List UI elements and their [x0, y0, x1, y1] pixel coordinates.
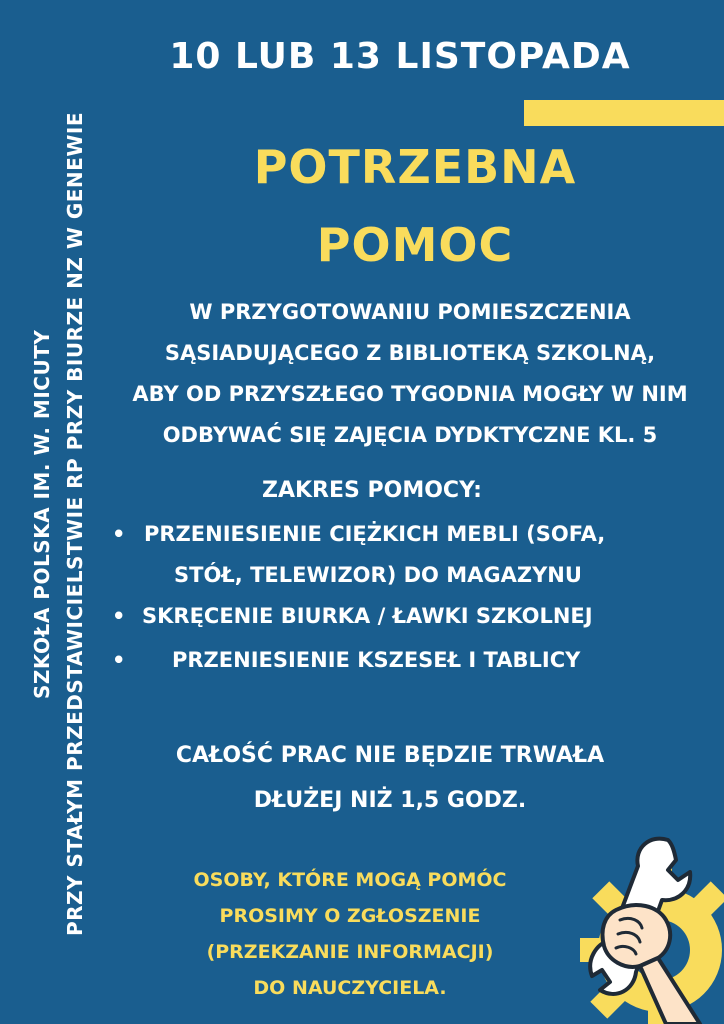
school-name: SZKOŁA POLSKA IM. W. MICUTY — [30, 329, 54, 699]
description — [110, 292, 710, 456]
headline-line-2: POMOC — [316, 218, 514, 272]
bullet: • — [112, 604, 126, 628]
accent-bar — [524, 100, 724, 126]
event-date: 10 LUB 13 LISTOPADA — [169, 36, 631, 77]
contact-line: DO NAUCZYCIELA. — [253, 977, 447, 999]
contact-line: OSOBY, KTÓRE MOGĄ POMÓC — [193, 869, 507, 891]
bullet: • — [112, 522, 126, 546]
duration-note — [110, 733, 670, 823]
description-line: SĄSIADUJĄCEGO Z BIBLIOTEKĄ SZKOLNĄ, — [164, 341, 656, 365]
scope-title: ZAKRES POMOCY: — [262, 478, 482, 503]
description-line: W PRZYGOTOWANIU POMIESZCZENIA — [189, 300, 631, 324]
contact-note — [140, 862, 560, 1006]
scope-item-continuation: STÓŁ, TELEWIZOR) DO MAGAZYNU — [174, 563, 582, 587]
wrench-illustration — [550, 820, 724, 1024]
duration-line: CAŁOŚĆ PRAC NIE BĘDZIE TRWAŁA — [175, 743, 605, 768]
scope-item-text: PRZENIESIENIE KSZESEŁ I TABLICY — [172, 648, 581, 672]
contact-line: PROSIMY O ZGŁOSZENIE — [219, 905, 481, 927]
description-line: ODBYWAĆ SIĘ ZAJĘCIA DYDKTYCZNE KL. 5 — [162, 423, 658, 447]
description-line: ABY OD PRZYSZŁEGO TYGODNIA MOGŁY W NIM — [132, 382, 688, 406]
duration-line: DŁUŻEJ NIŻ 1,5 GODZ. — [253, 788, 527, 813]
school-affiliation: PRZY STAŁYM PRZEDSTAWICIELSTWIE RP PRZY BIURZE NZ W GENEWIE — [63, 111, 87, 936]
headline-line-1: POTRZEBNA — [253, 140, 577, 194]
scope-item-text: PRZENIESIENIE CIĘŻKICH MEBLI (SOFA, — [144, 522, 606, 546]
contact-line: (PRZEKZANIE INFORMACJI) — [206, 941, 494, 963]
scope-item-text: SKRĘCENIE BIURKA / ŁAWKI SZKOLNEJ — [142, 604, 593, 628]
bullet: • — [112, 648, 126, 672]
